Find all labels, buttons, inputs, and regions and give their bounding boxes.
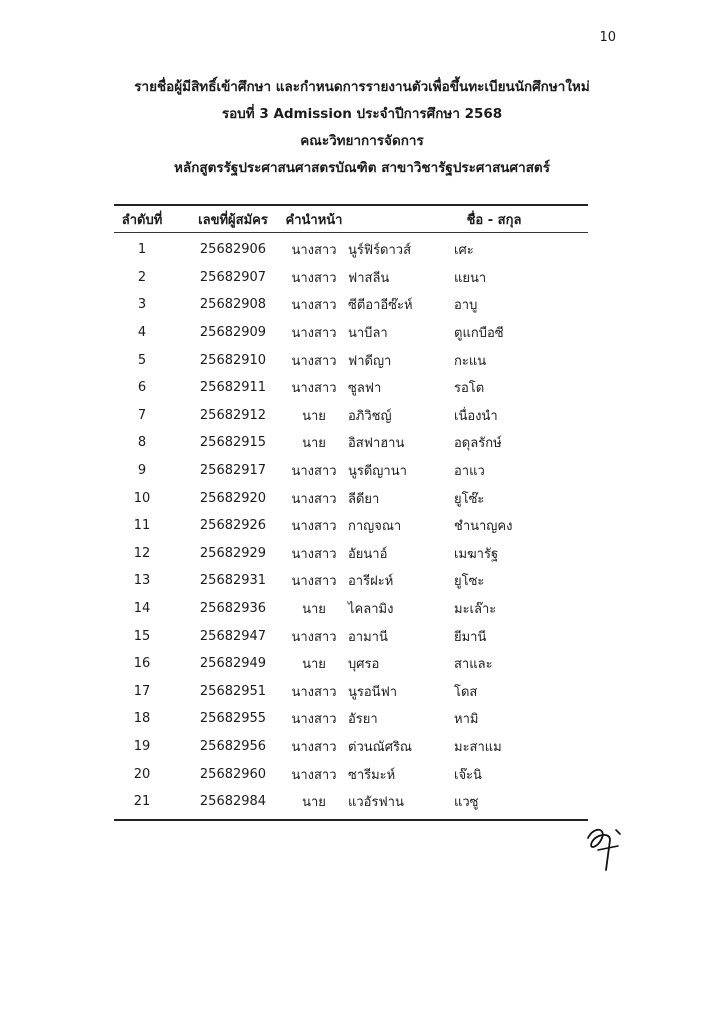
table-row <box>114 319 588 347</box>
last-name: เศะ <box>454 243 474 259</box>
last-name: หามิ <box>454 712 479 728</box>
table-row <box>114 457 588 485</box>
row-number: 13 <box>133 573 151 589</box>
row-number: 8 <box>137 435 147 451</box>
header-program: หลักสูตรรัฐประศาสนศาสตรบัณฑิต สาขาวิชารัฐประศาสนศาสตร์ <box>174 160 550 176</box>
name-prefix: นางสาว <box>291 739 337 755</box>
last-name: ชำนาญคง <box>454 519 513 535</box>
table-row <box>114 595 588 623</box>
first-name: อัรยา <box>348 712 378 728</box>
handwritten-signature <box>580 820 630 876</box>
header-round: รอบที่ 3 Admission ประจำปีการศึกษา 2568 <box>221 106 503 122</box>
table-row <box>114 402 588 430</box>
document-header <box>0 74 724 182</box>
row-number: 9 <box>137 463 147 479</box>
applicant-id: 25682906 <box>199 242 267 258</box>
last-name: มะสาแม <box>454 739 502 755</box>
applicant-id: 25682931 <box>199 573 267 589</box>
row-number: 18 <box>133 711 151 727</box>
name-prefix: นางสาว <box>291 684 337 700</box>
table-row <box>114 567 588 595</box>
name-prefix: นาย <box>302 602 326 618</box>
applicant-id: 25682917 <box>199 463 267 479</box>
applicant-id: 25682910 <box>199 352 267 368</box>
table-row <box>114 236 588 264</box>
applicant-id: 25682908 <box>199 297 267 313</box>
last-name: โดส <box>454 684 478 700</box>
name-prefix: นางสาว <box>291 574 337 590</box>
last-name: ยูโซะ <box>454 574 485 590</box>
column-header-applicant-id: เลขที่ผู้สมัคร <box>198 212 268 228</box>
first-name: ฟาดีญา <box>348 353 392 369</box>
table-body <box>114 233 588 819</box>
name-prefix: นางสาว <box>291 491 337 507</box>
last-name: สาและ <box>454 657 493 673</box>
table-row <box>114 374 588 402</box>
table-row <box>114 264 588 292</box>
last-name: เจ๊ะนิ <box>454 767 482 783</box>
name-prefix: นาย <box>302 408 326 424</box>
applicant-id: 25682984 <box>199 794 267 810</box>
first-name: นูรดีญานา <box>348 464 407 480</box>
row-number: 1 <box>137 242 147 258</box>
last-name: เนื่องนำ <box>454 408 498 424</box>
first-name: อัยนาอ์ <box>348 546 388 562</box>
first-name: กาญจณา <box>348 519 402 535</box>
name-prefix: นางสาว <box>291 767 337 783</box>
last-name: ยูโซ๊ะ <box>454 491 485 507</box>
last-name: อาบู <box>454 298 478 314</box>
table-row <box>114 733 588 761</box>
last-name: กะแน <box>454 353 487 369</box>
table-header-row <box>114 206 588 232</box>
name-prefix: นางสาว <box>291 381 337 397</box>
table-row <box>114 540 588 568</box>
first-name: ฟาสลีน <box>348 270 390 286</box>
table-bottom-rule <box>114 819 588 821</box>
applicant-id: 25682911 <box>199 380 267 396</box>
first-name: ต่วนณัศริณ <box>348 739 412 755</box>
header-title: รายชื่อผู้มีสิทธิ์เข้าศึกษา และกำหนดการรายงานตัวเพื่อขึ้นทะเบียนนักศึกษาใหม่ <box>134 79 590 95</box>
admission-table <box>114 204 588 821</box>
applicant-id: 25682955 <box>199 711 267 727</box>
name-prefix: นางสาว <box>291 712 337 728</box>
table-row <box>114 705 588 733</box>
name-prefix: นางสาว <box>291 519 337 535</box>
name-prefix: นางสาว <box>291 243 337 259</box>
row-number: 21 <box>133 794 151 810</box>
column-header-no: ลำดับที่ <box>121 212 163 228</box>
name-prefix: นางสาว <box>291 270 337 286</box>
name-prefix: นางสาว <box>291 298 337 314</box>
first-name: อิสฟาฮาน <box>348 436 405 452</box>
row-number: 2 <box>137 269 147 285</box>
first-name: ซูลฟา <box>348 381 382 397</box>
table-row <box>114 760 588 788</box>
name-prefix: นางสาว <box>291 353 337 369</box>
last-name: ยีมานี <box>454 629 487 645</box>
applicant-id: 25682915 <box>199 435 267 451</box>
name-prefix: นางสาว <box>291 629 337 645</box>
applicant-id: 25682949 <box>199 656 267 672</box>
name-prefix: นางสาว <box>291 326 337 342</box>
last-name: อดุลรักษ์ <box>454 436 502 452</box>
table-row <box>114 484 588 512</box>
first-name: ไคลามิง <box>348 602 394 618</box>
row-number: 6 <box>137 380 147 396</box>
name-prefix: นาย <box>302 436 326 452</box>
name-prefix: นางสาว <box>291 464 337 480</box>
table-row <box>114 346 588 374</box>
column-header-name: ชื่อ - สกุล <box>466 212 522 228</box>
first-name: อภิวิชญ์ <box>348 408 392 424</box>
last-name: มะเล๊าะ <box>454 602 497 618</box>
table-row <box>114 622 588 650</box>
table-row <box>114 291 588 319</box>
first-name: บุศรอ <box>348 657 380 673</box>
row-number: 17 <box>133 683 151 699</box>
table-row <box>114 650 588 678</box>
applicant-id: 25682907 <box>199 269 267 285</box>
applicant-id: 25682960 <box>199 766 267 782</box>
first-name: นูร์ฟิร์ดาวส์ <box>348 243 412 259</box>
table-row <box>114 512 588 540</box>
applicant-id: 25682936 <box>199 601 267 617</box>
row-number: 19 <box>133 738 151 754</box>
column-header-prefix: คำนำหน้า <box>285 212 343 228</box>
row-number: 16 <box>133 656 151 672</box>
first-name: ซีตีอาอีซ๊ะห์ <box>348 298 413 314</box>
table-row <box>114 429 588 457</box>
page-number: 10 <box>599 30 616 45</box>
first-name: ลีดียา <box>348 491 380 507</box>
first-name: แวอัรฟาน <box>348 795 404 811</box>
applicant-id: 25682947 <box>199 628 267 644</box>
row-number: 11 <box>133 518 151 534</box>
row-number: 10 <box>133 490 151 506</box>
last-name: แยนา <box>454 270 487 286</box>
first-name: นูรอนีฟา <box>348 684 398 700</box>
applicant-id: 25682951 <box>199 683 267 699</box>
row-number: 20 <box>133 766 151 782</box>
table-row <box>114 678 588 706</box>
header-faculty: คณะวิทยาการจัดการ <box>300 133 424 149</box>
last-name: อาแว <box>454 464 485 480</box>
first-name: อารีฝะห์ <box>348 574 394 590</box>
last-name: รอโต <box>454 381 485 397</box>
row-number: 15 <box>133 628 151 644</box>
name-prefix: นางสาว <box>291 546 337 562</box>
applicant-id: 25682909 <box>199 325 267 341</box>
last-name: เมฆารัฐ <box>454 546 499 562</box>
applicant-id: 25682926 <box>199 518 267 534</box>
name-prefix: นาย <box>302 657 326 673</box>
applicant-id: 25682929 <box>199 545 267 561</box>
table-row <box>114 788 588 816</box>
row-number: 12 <box>133 545 151 561</box>
applicant-id: 25682912 <box>199 407 267 423</box>
row-number: 3 <box>137 297 147 313</box>
first-name: ซารีมะห์ <box>348 767 396 783</box>
last-name: แวซู <box>454 795 479 811</box>
first-name: อามานี <box>348 629 388 645</box>
row-number: 5 <box>137 352 147 368</box>
last-name: ตูแกบือซี <box>454 326 504 342</box>
row-number: 14 <box>133 601 151 617</box>
row-number: 4 <box>137 325 147 341</box>
applicant-id: 25682920 <box>199 490 267 506</box>
first-name: นาบีลา <box>348 326 388 342</box>
row-number: 7 <box>137 407 147 423</box>
name-prefix: นาย <box>302 795 326 811</box>
applicant-id: 25682956 <box>199 738 267 754</box>
